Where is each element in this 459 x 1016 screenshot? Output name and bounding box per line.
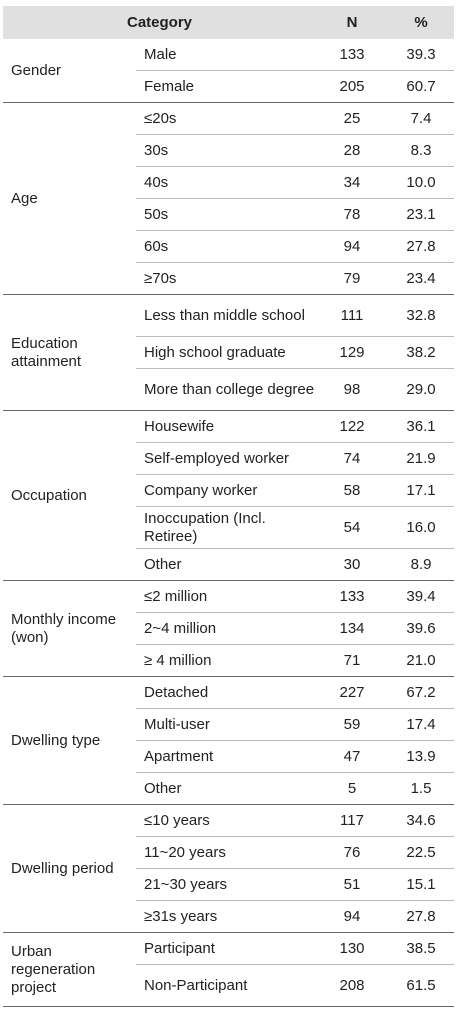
row-item: 50s [136,199,316,231]
row-n: 25 [316,103,388,135]
row-pct: 17.4 [388,709,454,741]
row-pct: 23.1 [388,199,454,231]
row-n: 94 [316,901,388,933]
table-body [3,39,454,1007]
row-item: Male [136,39,316,71]
row-pct: 34.6 [388,805,454,837]
row-pct: 21.0 [388,645,454,677]
row-n: 76 [316,837,388,869]
row-n: 130 [316,933,388,965]
row-n: 71 [316,645,388,677]
row-pct: 60.7 [388,71,454,103]
row-item: Housewife [136,411,316,443]
row-n: 98 [316,369,388,411]
demographics-table [3,6,454,1007]
row-pct: 61.5 [388,965,454,1007]
group-label: Age [3,103,136,295]
row-item: Multi-user [136,709,316,741]
group-label: Dwelling type [3,677,136,805]
row-n: 133 [316,581,388,613]
row-pct: 32.8 [388,295,454,337]
row-pct: 39.4 [388,581,454,613]
row-pct: 38.2 [388,337,454,369]
table-row [3,295,454,337]
row-n: 134 [316,613,388,645]
group-label: Occupation [3,411,136,581]
row-pct: 13.9 [388,741,454,773]
row-pct: 39.6 [388,613,454,645]
row-pct: 8.3 [388,135,454,167]
row-item: ≤20s [136,103,316,135]
row-n: 47 [316,741,388,773]
row-pct: 27.8 [388,901,454,933]
row-pct: 22.5 [388,837,454,869]
row-item: Participant [136,933,316,965]
row-pct: 8.9 [388,549,454,581]
row-n: 54 [316,507,388,549]
group-label: Education attainment [3,295,136,411]
row-item: Company worker [136,475,316,507]
row-item: ≥70s [136,263,316,295]
row-item: 11~20 years [136,837,316,869]
row-n: 94 [316,231,388,263]
row-pct: 39.3 [388,39,454,71]
row-n: 129 [316,337,388,369]
header-n: N [316,6,388,39]
row-n: 227 [316,677,388,709]
row-n: 74 [316,443,388,475]
row-pct: 17.1 [388,475,454,507]
row-item: Female [136,71,316,103]
table-row [3,103,454,135]
row-n: 58 [316,475,388,507]
row-pct: 23.4 [388,263,454,295]
row-item: Self-employed worker [136,443,316,475]
table-row [3,677,454,709]
row-n: 34 [316,167,388,199]
row-item: Other [136,773,316,805]
row-n: 5 [316,773,388,805]
row-item: 30s [136,135,316,167]
row-item: Detached [136,677,316,709]
row-item: High school graduate [136,337,316,369]
row-n: 28 [316,135,388,167]
row-pct: 7.4 [388,103,454,135]
row-item: 40s [136,167,316,199]
row-item: Other [136,549,316,581]
row-item: ≥ 4 million [136,645,316,677]
group-label: Urban regeneration project [3,933,136,1007]
row-n: 133 [316,39,388,71]
row-n: 51 [316,869,388,901]
row-pct: 21.9 [388,443,454,475]
header-category: Category [3,6,316,39]
table-row [3,581,454,613]
row-item: More than college degree [136,369,316,411]
row-pct: 16.0 [388,507,454,549]
row-pct: 1.5 [388,773,454,805]
row-n: 208 [316,965,388,1007]
table-row [3,411,454,443]
row-pct: 10.0 [388,167,454,199]
row-item: Less than middle school [136,295,316,337]
row-item: ≤2 million [136,581,316,613]
row-pct: 27.8 [388,231,454,263]
row-pct: 15.1 [388,869,454,901]
group-label: Dwelling period [3,805,136,933]
table-header [3,6,454,39]
row-pct: 29.0 [388,369,454,411]
row-n: 30 [316,549,388,581]
row-item: ≤10 years [136,805,316,837]
row-n: 59 [316,709,388,741]
table-row [3,39,454,71]
table-row [3,805,454,837]
row-item: Inoccupation (Incl. Retiree) [136,507,316,549]
row-item: Apartment [136,741,316,773]
row-item: 60s [136,231,316,263]
row-n: 78 [316,199,388,231]
row-n: 205 [316,71,388,103]
row-item: Non-Participant [136,965,316,1007]
row-item: 2~4 million [136,613,316,645]
row-pct: 36.1 [388,411,454,443]
row-pct: 38.5 [388,933,454,965]
row-n: 117 [316,805,388,837]
group-label: Monthly income (won) [3,581,136,677]
group-label: Gender [3,39,136,103]
table-row [3,933,454,965]
row-n: 122 [316,411,388,443]
row-n: 79 [316,263,388,295]
row-item: 21~30 years [136,869,316,901]
header-pct: % [388,6,454,39]
row-pct: 67.2 [388,677,454,709]
row-n: 111 [316,295,388,337]
row-item: ≥31s years [136,901,316,933]
